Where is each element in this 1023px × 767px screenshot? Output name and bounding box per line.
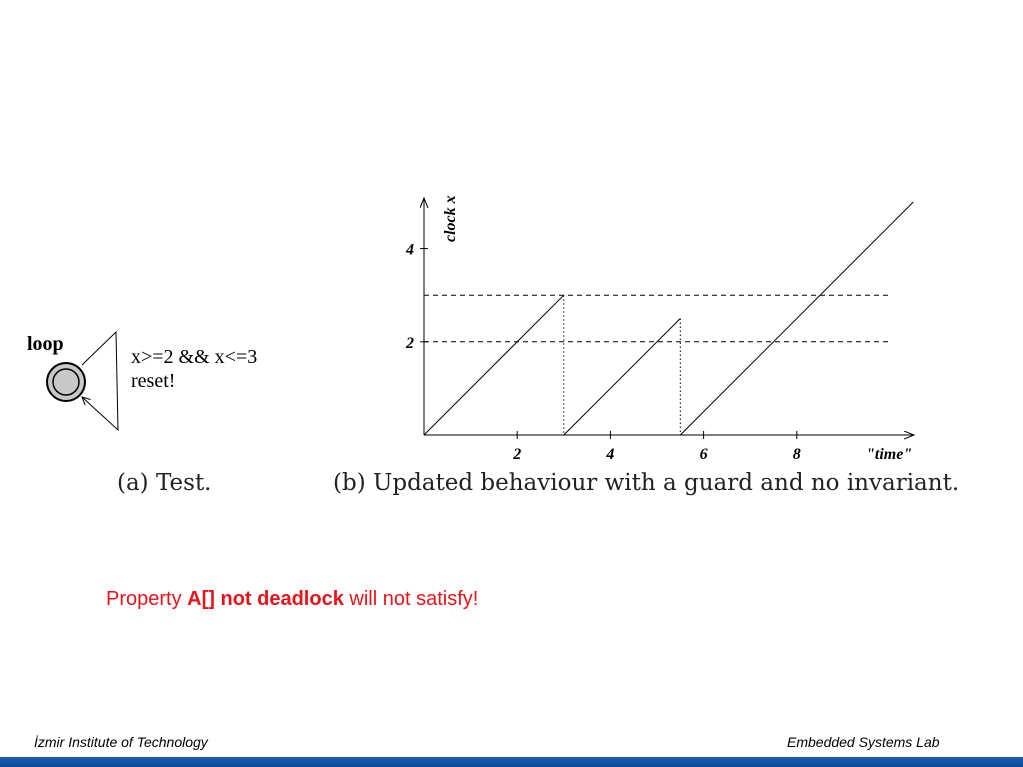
property-statement — [106, 588, 478, 611]
location-inner-circle — [53, 369, 79, 395]
y-tick-label: 2 — [406, 334, 414, 352]
x-axis-label: "time" — [866, 446, 913, 463]
x-tick-label: 4 — [606, 446, 615, 463]
self-loop-edge — [82, 332, 118, 430]
footer-institution: İzmir Institute of Technology — [34, 734, 208, 750]
guard-label: x>=2 && x<=3 — [131, 346, 258, 368]
x-tick-label: 8 — [792, 446, 801, 463]
x-tick-label: 2 — [513, 446, 522, 463]
clock-ramp — [680, 202, 913, 435]
y-tick-label: 4 — [406, 241, 414, 259]
property-formula: A[] not deadlock — [187, 588, 344, 610]
x-tick-label: 6 — [699, 446, 708, 463]
clock-chart — [380, 170, 940, 470]
footer-lab: Embedded Systems Lab — [787, 734, 940, 750]
footer-bar — [0, 757, 1023, 767]
update-label: reset! — [131, 370, 176, 392]
clock-ramp — [424, 295, 564, 435]
location-label: loop — [27, 333, 64, 355]
y-axis-label: clock x — [442, 195, 459, 242]
property-suffix: will not satisfy! — [343, 588, 479, 610]
clock-ramp — [564, 319, 681, 436]
caption-b: (b) Updated behaviour with a guard and no invariant. — [333, 470, 960, 496]
caption-a: (a) Test. — [117, 470, 212, 496]
property-prefix: Property — [106, 588, 188, 610]
edge-annotation — [131, 345, 257, 393]
